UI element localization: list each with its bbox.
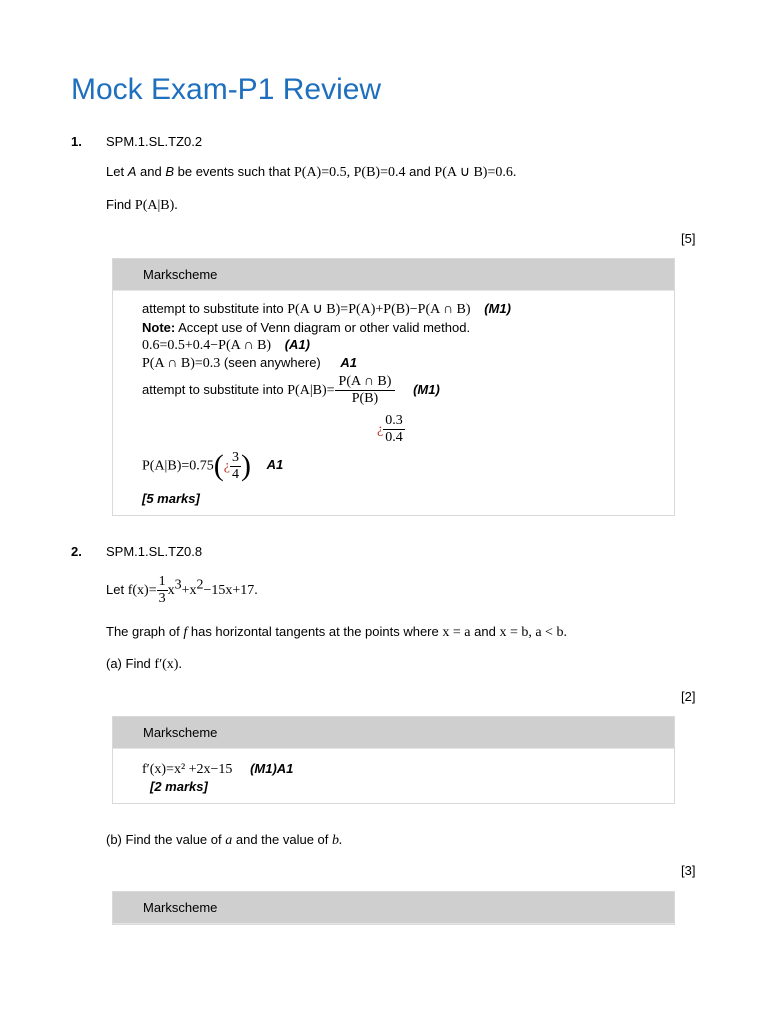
fraction-numerator: 3 bbox=[231, 449, 239, 465]
question-1-code: SPM.1.SL.TZ0.2 bbox=[106, 134, 203, 149]
markscheme-box-q2b bbox=[112, 891, 675, 925]
ms-q2a-total: [2 marks] bbox=[150, 779, 208, 794]
stem-math-2: P(A ∪ B)=0.6. bbox=[434, 165, 517, 180]
ms-q2a-line bbox=[142, 761, 293, 778]
text: (b) Find the value of bbox=[106, 832, 222, 847]
question-2a-marks: [2] bbox=[681, 689, 696, 704]
ms-text: attempt to substitute into bbox=[142, 301, 284, 316]
fraction-denominator: P(B) bbox=[351, 391, 379, 406]
markscheme-header: Markscheme bbox=[113, 892, 674, 924]
ms-text: attempt to substitute into bbox=[142, 381, 284, 397]
exponent: 2 bbox=[196, 577, 204, 593]
stem-event-a: A bbox=[127, 164, 137, 179]
fraction-denominator: 4 bbox=[231, 466, 239, 482]
ms-line-2 bbox=[142, 320, 470, 335]
ms-math: P(A|B)= bbox=[287, 382, 335, 398]
ms-line-6 bbox=[377, 413, 405, 446]
ms-text: (seen anywhere) bbox=[223, 355, 321, 370]
fraction-numerator: P(A ∩ B) bbox=[335, 374, 396, 391]
fraction-numerator: 0.3 bbox=[385, 413, 403, 428]
fraction-numerator: 1 bbox=[158, 574, 166, 589]
find-label: Find bbox=[106, 197, 132, 212]
question-1-find bbox=[106, 197, 178, 214]
function-lhs: f(x)= bbox=[127, 582, 157, 598]
find-math: P(A|B). bbox=[134, 198, 178, 213]
ms-mark: A1 bbox=[340, 355, 357, 370]
ms-math: P(A|B)=0.75 bbox=[142, 458, 214, 474]
question-1-marks: [5] bbox=[681, 231, 696, 246]
math: x = a bbox=[442, 625, 471, 640]
exponent: 3 bbox=[174, 577, 182, 593]
markscheme-header: Markscheme bbox=[113, 717, 674, 749]
ms-fraction bbox=[383, 413, 405, 446]
math: a bbox=[225, 833, 233, 848]
ms-math: P(A ∪ B)=P(A)+P(B)−P(A ∩ B) bbox=[287, 302, 471, 317]
ms-mark: (A1) bbox=[284, 337, 310, 352]
stem-math-1: P(A)=0.5, P(B)=0.4 bbox=[294, 165, 406, 180]
function-term: +x bbox=[181, 582, 197, 598]
stem-and-2: and bbox=[409, 164, 431, 179]
ms-line-1 bbox=[142, 301, 511, 318]
ms-mark: (M1)A1 bbox=[250, 761, 294, 776]
ms-line-4 bbox=[142, 355, 357, 372]
fraction-denominator: 3 bbox=[158, 591, 166, 606]
math: x = b, a < b. bbox=[499, 625, 567, 640]
text: has horizontal tangents at the points where bbox=[190, 624, 439, 639]
ms-mark: (M1) bbox=[484, 301, 511, 316]
ms-note-label: Note: bbox=[142, 320, 176, 335]
function-term: x bbox=[167, 582, 175, 598]
page-title: Mock Exam-P1 Review bbox=[71, 73, 382, 106]
ms-fraction bbox=[335, 374, 396, 407]
math: b. bbox=[332, 833, 343, 848]
text: and the value of bbox=[235, 832, 329, 847]
markscheme-header: Markscheme bbox=[113, 259, 674, 291]
ms-total: [5 marks] bbox=[142, 491, 200, 506]
text: The graph of bbox=[106, 624, 180, 639]
ms-mark: (M1) bbox=[413, 381, 440, 397]
ms-line-3 bbox=[142, 337, 310, 354]
question-2-code: SPM.1.SL.TZ0.8 bbox=[106, 544, 203, 559]
function-fraction bbox=[157, 574, 168, 607]
ms-fraction bbox=[230, 450, 241, 483]
text: and bbox=[474, 624, 496, 639]
stem-and: and bbox=[140, 164, 162, 179]
question-1-number: 1. bbox=[71, 134, 82, 149]
ms-math: 0.6=0.5+0.4−P(A ∩ B) bbox=[142, 338, 272, 353]
part-a-math: f′(x). bbox=[154, 657, 182, 672]
question-1-stem bbox=[106, 164, 516, 181]
question-2-number: 2. bbox=[71, 544, 82, 559]
function-term: −15x+17. bbox=[203, 582, 258, 598]
math: f bbox=[183, 625, 188, 640]
stem-event-b: B bbox=[165, 164, 174, 179]
ms-math: f′(x)=x² +2x−15 bbox=[142, 762, 233, 777]
ms-mark: A1 bbox=[266, 457, 284, 473]
ms-line-5 bbox=[142, 374, 440, 407]
fraction-denominator: 0.4 bbox=[385, 430, 403, 445]
stem-text: be events such that bbox=[177, 164, 291, 179]
ms-symbol: ¿ bbox=[223, 458, 230, 474]
let-label: Let bbox=[106, 581, 125, 597]
part-a-label: (a) Find bbox=[106, 656, 151, 671]
question-2a bbox=[106, 656, 182, 673]
question-2b-marks: [3] bbox=[681, 863, 696, 878]
question-2-graph-text bbox=[106, 624, 567, 641]
stem-let: Let bbox=[106, 164, 125, 179]
ms-note-text: Accept use of Venn diagram or other valid method. bbox=[178, 320, 471, 335]
ms-math: P(A ∩ B)=0.3 bbox=[142, 356, 221, 371]
ms-line-7: P(A|B)=0.75(¿ $\frac{3}{4}$ ) A1 bbox=[142, 449, 284, 482]
question-2-function bbox=[106, 574, 258, 607]
ms-symbol: ¿ bbox=[377, 421, 384, 437]
question-2b bbox=[106, 832, 343, 849]
